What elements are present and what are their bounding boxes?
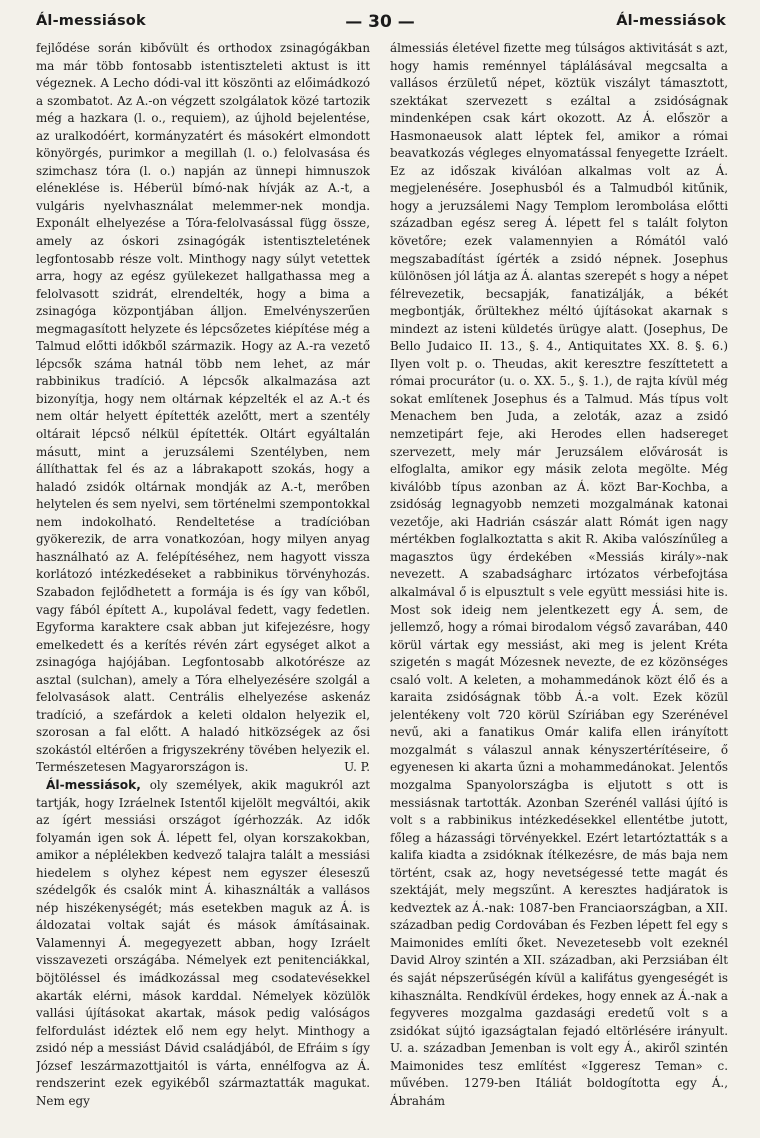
paragraph-text: álmessiás életével fizette meg túlságos aktivitását s azt, hogy hamis reménnyel táplálásával megcsalta a vallásos érzületű népet, köztük viszályt támasztott, szektákat szervezett s ezáltal a zsidóságnak mindenképen csak kárt okozott. Az Á. először a Hasmonaeusok alatt léptek fel, amikor a római beavatkozás végleges elnyomatással fenyegette Izráelt. Ez az időszak kiválóan alkalmas volt az Á. megjelenésére. Josephusból és a Talmudból kitűnik, hogy a jeruzsálemi Nagy Templom lerombolása előtti században egész sereg Á. lépett fel s talált folyton követőre; ezek valamennyien a Rómától való megszabadítást ígérték a zsidó népnek. Josephus különösen jól látja az Á. alantas szerepét s hogy a népet félrevezetik, becsapják, fanatizálják, a békét megbontják, őrültekhez méltó újításokat akarnak s mindezt az isteni küldetés ürügye alatt. (Josephus, De Bello Judaico II. 13., §. 4., Antiquitates XX. 8. §. 6.) Ilyen volt p. o. Theudas, akit keresztre feszíttetett a római procurátor (u. o. XX. 5., §. 1.), de rajta kívül még sokat említenek Josephus és a Talmud. Más típus volt Menachem ben Juda, a zeloták, azaz a zsidó nemzetipárt feje, aki Herodes ellen hadsereget szervezett, mely már Jeruzsálem elővárosát is elfoglalta, amikor egy másik zelota megölte. Még kiválóbb típus azonban az Á. közt Bar-Kochba, a zsidóság legnagyobb nemzeti mozgalmának katonai vezetője, aki Hadrián császár alatt Rómát igen nagy mértékben foglalkoztatta s akit R. Akiba valószínűleg a magasztos ügy érdekében «Messiás király»-nak nevezett. A szabadságharc irtózatos vérbefojtása alkalmával ő is elpusztult s vele együtt messiási hite is. Most sok ideig nem jelentkezett egy Á. sem, de jellemző, hogy a római birodalom végső zavarában, 440 körül vártak egy messiást, aki meg is jelent Kréta szigetén s magát Mózesnek nevezte, de ez közönséges csaló volt. A keleten, a mohammedánok közt élő és a karaita zsidóságnak több Á.-a volt. Ezek közül jelentékeny volt 720 körül Szíriában egy Szerénével nevű, aki a fanatikus Omár kalifa ellen irányított mozgalmát s válaszul annak kényszertérítéseire, ő egyenesen ki akarta űzni a mohammedánokat. Jelentős mozgalma Spanyolországba is eljutott s ott is messiásnak tartották. Azonban Szerénél vallási újító is volt s a rabbinikus intézkedésekkel ellentétbe jutott, főleg a házassági törvényekkel. Ezért letartóztatták s a kalifa kiadta a zsidóknak ítélkezésre, de más baja nem történt, csak az, hogy nevetségessé tette magát és szektáját, mely megszűnt. A keresztes hadjáratok is kedveztek az Á.-nak: 1087-ben Franciaországban, a XII. században pedig Cordovában és Fezben lépett fel egy s Maimonides említi őket. Nevezetesebb volt ezeknél David Alroy szintén a XII. században, aki Perzsiában élt és saját népszerűségén kívül a kalifátus gyengeségét is kihasználta. Rendkívül érdekes, hogy ennek az Á.-nak a fegyveres mozgalma gazdasági eredetű volt s a zsidókat sújtó igazságtalan fejadó eltörlésére irányult. U. a. században Jemenban is volt egy Á., akiről szintén Maimonides tesz említést «Iggeresz Teman» c. művében. 1279-ben Itáliát boldogította egy Á., Ábrahám — [390, 41, 728, 1108]
right-column — [390, 40, 728, 1130]
right-running-head: Ál-messiások — [616, 13, 726, 29]
left-column — [36, 40, 370, 1130]
left-running-head: Ál-messiások — [36, 13, 146, 29]
paragraph-text: fejlődése során kibővült és orthodox zsinagógákban ma már több fontosabb istentiszteleti aktust is itt végeznek. A Lecho dódi-val itt köszönti az előimádkozó a szombatot. Az A.-on végzett szolgálatok közé tartozik még a hazkara (l. o., requiem), az újhold bejelentése, az uralkodóért, kormányzatért és másokért elmondott könyörgés, purimkor a megillah (l. o.) felolvasása és szimchasz tóra (l. o.) napján az ünnepi himnuszok eléneklése is. Héberül bímó-nak hívják az A.-t, a vulgáris nyelvhasználat melemmer-nek mondja. Exponált elhelyezése a Tóra-felolvasással függ össze, amely az óskori zsinagógák istentiszteletének legfontosabb része volt. Minthogy nagy súlyt vetettek arra, hogy az egész gyülekezet hallgathassa meg a felolvasott szidrát, elrendelték, hogy a bima a zsinagóga központjában álljon. Emelvényszerűen megmagasított helyzete és lépcsőzetes kiépítése még a Talmud előtti időkből származik. Hogy az A.-ra vezető lépcsők száma hatnál több nem lehet, az már rabbinikus tradíció. A lépcsők alkalmazása azt bizonyítja, hogy nem oltárnak képzelték el az A.-t és nem oltár helyett építették azelőtt, mert a szentély oltárait lépcső nélkül építették. Oltárt egyáltalán másutt, mint a jeruzsálemi Szentélyben, nem állíthattak fel és az a lábrakapott szokás, hogy a haladó zsidók oltárnak mondják az A.-t, merőben helytelen és sem nyelvi, sem történelmi szempontokkal nem indokolható. Rendeltetése a tradícióban gyökerezik, de arra vonatkozóan, hogy milyen anyag használható az A. felépítéséhez, nem hagyott vissza korlátozó intézkedéseket a rabbinikus törvényhozás. Szabadon fejlődhetett a formája is és így van kőből, vagy fából épített A., kupolával fedett, vagy fedetlen. Egyforma karaktere csak abban jut kifejezésre, hogy emelkedett és a kerítés révén zárt egységet alkot a zsinagóga hajójában. Legfontosabb alkotórésze az asztal (sulchan), amely a Tóra elhelyezésére szolgál a felolvasások alatt. Centrális elhelyezése askenáz tradíció, a szefárdok a keleti oldalon helyezik el, szorosan a fal előtt. A haladó hitközségek az ősi szokástól eltérően a frigyszekrény tövében helyezik el. Természetesen Magyarországon is. — [36, 41, 370, 775]
article-continuation-paragraph — [36, 40, 370, 777]
author-signature: U. P. — [344, 760, 370, 775]
entry-paragraph-continued — [390, 40, 728, 1110]
running-header — [30, 10, 730, 34]
paragraph-text: oly személyek, akik magukról azt tartják, hogy Izráelnek Istentől kijelölt megváltói, akik az ígért messiási országot ígérhozzák. Az idők folyamán igen sok Á. lépett fel, olyan korszakokban, amikor a néplélekben kedvező talajra talált a messiási hiedelem s olyhez képest nem egyszer éleseszű szédelgők és csalók mint Á. kihasználták a vallásos nép hiszékenységét; más esetekben maguk az Á. is áldozatai voltak saját és mások ámításainak. Valamennyi Á. megegyezett abban, hogy Izráelt visszavezeti országába. Némelyek ezt penitenciákkal, böjtöléssel és imádkozással meg csodatevésekkel akarták elérni, mások karddal. Némelyek közülök vallási újításokat akartak, mások pedig valóságos felfordulást idéztek elő nem egy helyt. Minthogy a zsidó nép a messiást Dávid családjából, de Efráim s így József leszármazottjaitól is várta, ennélfogva az Á. rendszerint ezek egyikéből származtatták magukat. Nem egy — [36, 777, 370, 1108]
entry-headword: Ál-messiások, — [46, 777, 141, 792]
page-number: — 30 — — [345, 12, 415, 32]
entry-paragraph — [36, 777, 370, 1110]
